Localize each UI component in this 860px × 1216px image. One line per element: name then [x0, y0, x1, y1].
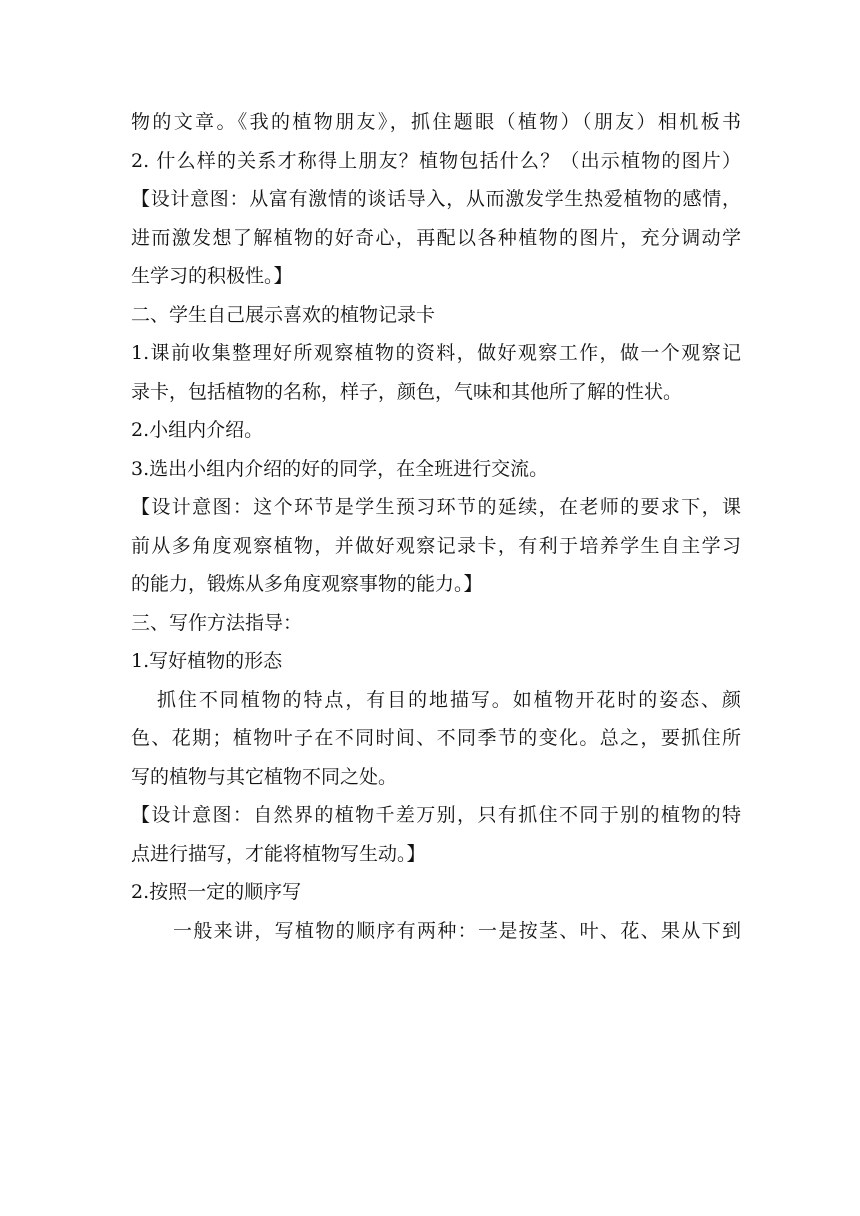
paragraph-line: 抓住不同植物的特点，有目的地描写。如植物开花时的姿态、颜 — [157, 688, 741, 711]
paragraph-line: 一般来讲，写植物的顺序有两种：一是按茎、叶、花、果从下到 — [173, 919, 741, 942]
paragraph-line: 前从多角度观察植物，并做好观察记录卡，有利于培养学生自主学习 — [131, 534, 741, 557]
paragraph-line: 【设计意图：这个环节是学生预习环节的延续，在老师的要求下，课 — [131, 496, 741, 518]
paragraph-line: 写的植物与其它植物不同之处。 — [131, 765, 398, 788]
paragraph-line: 进而激发想了解植物的好奇心，再配以各种植物的图片，充分调动学 — [131, 226, 741, 249]
paragraph-line: 的能力，锻炼从多角度观察事物的能力。】 — [131, 573, 483, 595]
paragraph-line: 色、花期；植物叶子在不同时间、不同季节的变化。总之，要抓住所 — [131, 727, 741, 749]
paragraph-line: 2.小组内介绍。 — [131, 419, 264, 441]
document-body — [131, 103, 741, 950]
paragraph-line: 三、写作方法指导： — [131, 611, 303, 634]
paragraph-line: 二、学生自己展示喜欢的植物记录卡 — [131, 303, 436, 326]
paragraph-line: 【设计意图：从富有激情的谈话导入，从而激发学生热爱植物的感情， — [131, 188, 741, 210]
paragraph-line: 3.选出小组内介绍的好的同学，在全班进行交流。 — [131, 457, 549, 480]
paragraph-line: 2. 什么样的关系才称得上朋友？植物包括什么？（出示植物的图片） — [131, 149, 741, 172]
paragraph-line: 录卡，包括植物的名称，样子，颜色，气味和其他所了解的性状。 — [131, 380, 683, 403]
paragraph-line: 生学习的积极性。】 — [131, 265, 293, 287]
paragraph-line: 物的文章。《我的植物朋友》，抓住题眼（植物）（朋友）相机板书 — [131, 111, 741, 133]
paragraph-line: 点进行描写，才能将植物写生动。】 — [131, 842, 426, 865]
paragraph-line: 【设计意图：自然界的植物千差万别，只有抓住不同于别的植物的特 — [131, 804, 741, 826]
paragraph-line: 1.写好植物的形态 — [131, 650, 283, 672]
paragraph-line: 2.按照一定的顺序写 — [131, 881, 302, 903]
paragraph-line: 1.课前收集整理好所观察植物的资料，做好观察工作，做一个观察记 — [131, 342, 741, 364]
